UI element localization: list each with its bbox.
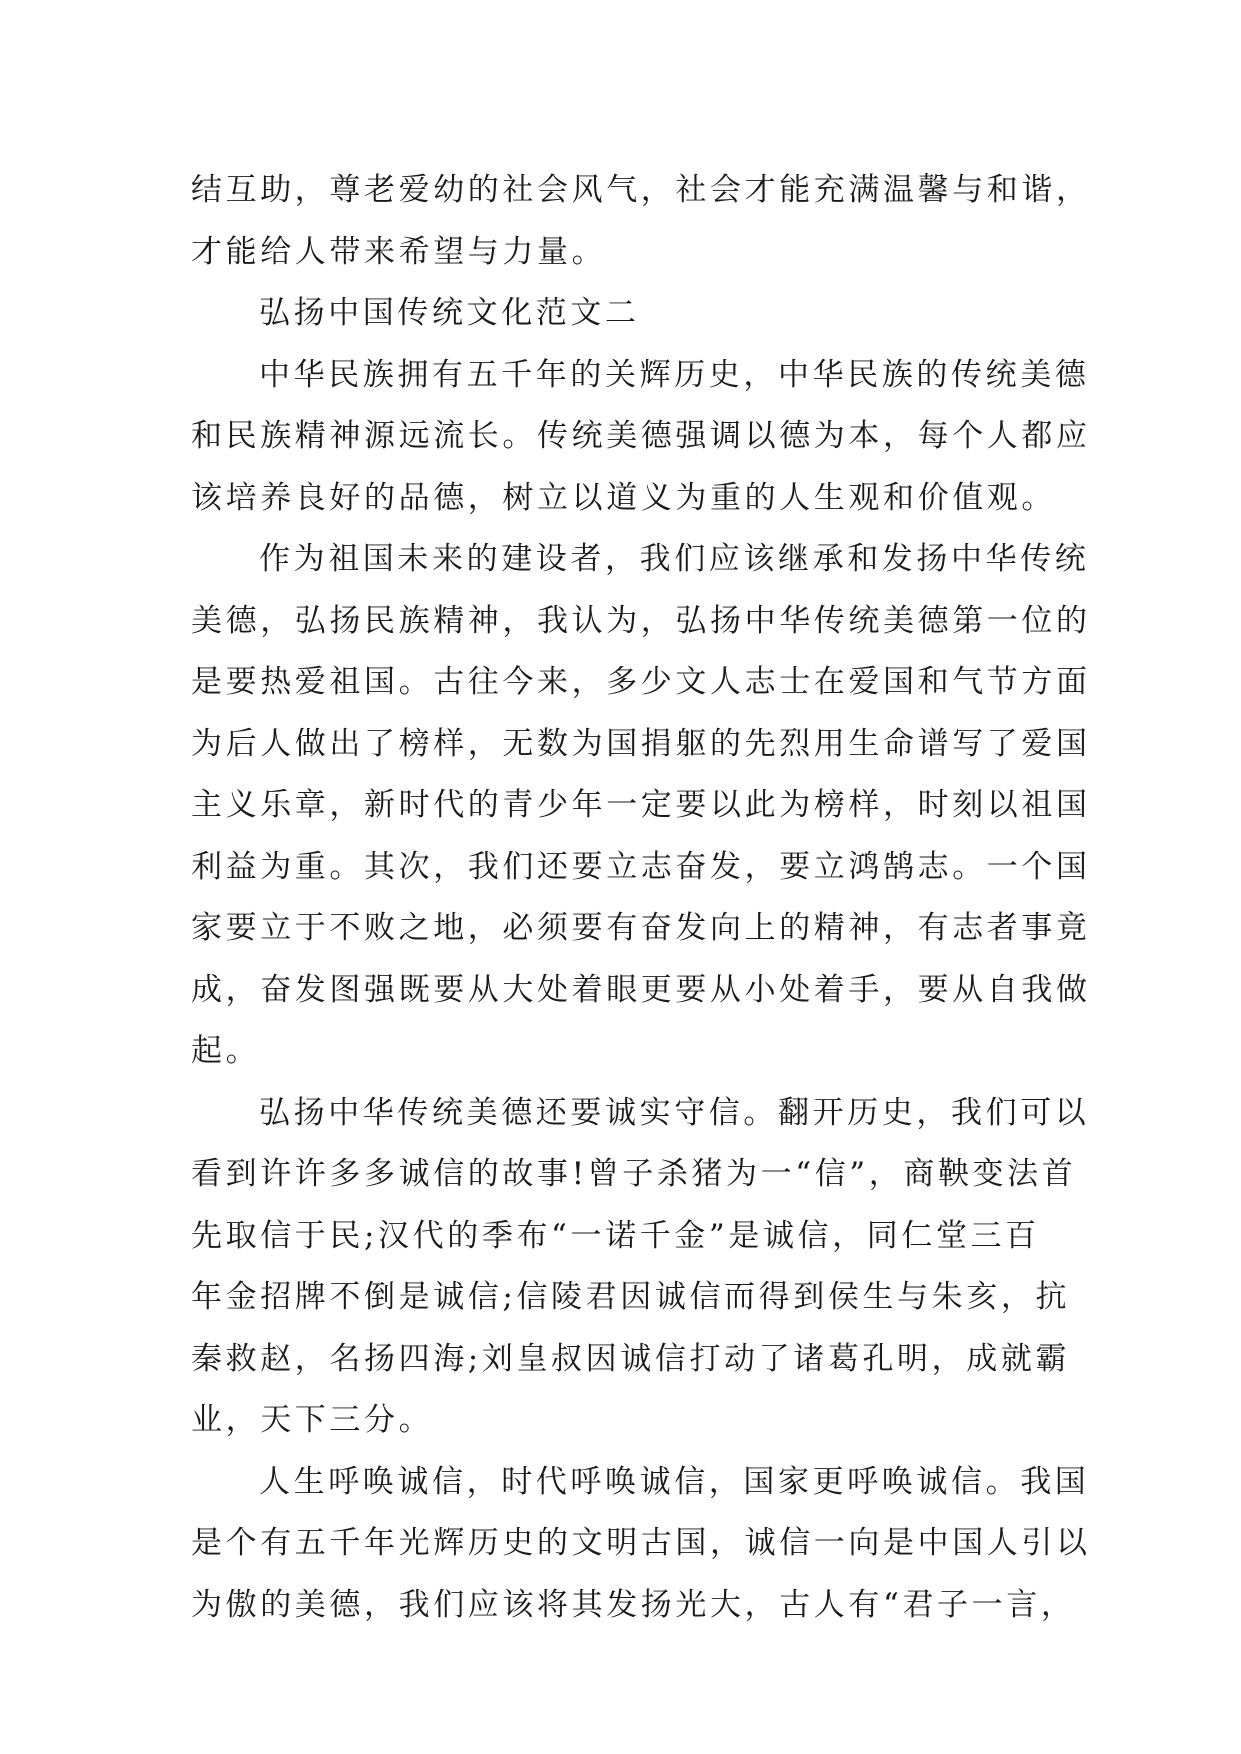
text-line: 秦救赵，名扬四海;刘皇叔因诚信打动了诸葛孔明，成就霸 <box>191 1340 1071 1377</box>
paragraph-start-line: 人生呼唤诚信，时代呼唤诚信，国家更呼唤诚信。我国 <box>259 1463 1090 1500</box>
text-line: 为傲的美德，我们应该将其发扬光大，古人有“君子一言， <box>191 1586 1076 1623</box>
text-line: 业，天下三分。 <box>191 1402 434 1438</box>
paragraph-start-line: 弘扬中华传统美德还要诚实守信。翻开历史，我们可以 <box>259 1094 1090 1131</box>
text-line: 主义乐章，新时代的青少年一定要以此为榜样，时刻以祖国 <box>191 787 1091 823</box>
paragraph-start-line: 中华民族拥有五千年的关辉历史，中华民族的传统美德 <box>259 356 1090 393</box>
text-line: 是要热爱祖国。古往今来，多少文人志士在爱国和气节方面 <box>191 664 1091 700</box>
text-line: 是个有五千年光辉历史的文明古国，诚信一向是中国人引以 <box>191 1525 1091 1561</box>
text-line: 美德，弘扬民族精神，我认为，弘扬中华传统美德第一位的 <box>191 602 1091 639</box>
text-line: 为后人做出了榜样，无数为国捐躯的先烈用生命谱写了爱国 <box>191 725 1091 762</box>
text-line: 才能给人带来希望与力量。 <box>191 233 607 270</box>
text-line: 先取信于民;汉代的季布“一诺千金”是诚信，同仁堂三百 <box>191 1217 1040 1254</box>
text-line: 家要立于不败之地，必须要有奋发向上的精神，有志者事竟 <box>191 910 1091 946</box>
paragraph-start-line: 作为祖国未来的建设者，我们应该继承和发扬中华传统 <box>259 541 1090 577</box>
text-line: 成，奋发图强既要从大处着眼更要从小处着手，要从自我做 <box>191 971 1091 1008</box>
section-heading: 弘扬中国传统文化范文二 <box>259 295 640 331</box>
text-line: 该培养良好的品德，树立以道义为重的人生观和价值观。 <box>191 479 1056 516</box>
document-body <box>191 160 1091 1636</box>
text-line: 起。 <box>191 1033 261 1069</box>
text-line: 利益为重。其次，我们还要立志奋发，要立鸿鹄志。一个国 <box>191 848 1091 885</box>
text-line: 看到许许多多诚信的故事!曾子杀猪为一“信”，商鞅变法首 <box>191 1156 1077 1192</box>
text-line: 结互助，尊老爱幼的社会风气，社会才能充满温馨与和谐， <box>191 172 1091 208</box>
text-line: 年金招牌不倒是诚信;信陵君因诚信而得到侯生与朱亥，抗 <box>191 1279 1071 1315</box>
text-line: 和民族精神源远流长。传统美德强调以德为本，每个人都应 <box>191 418 1091 454</box>
